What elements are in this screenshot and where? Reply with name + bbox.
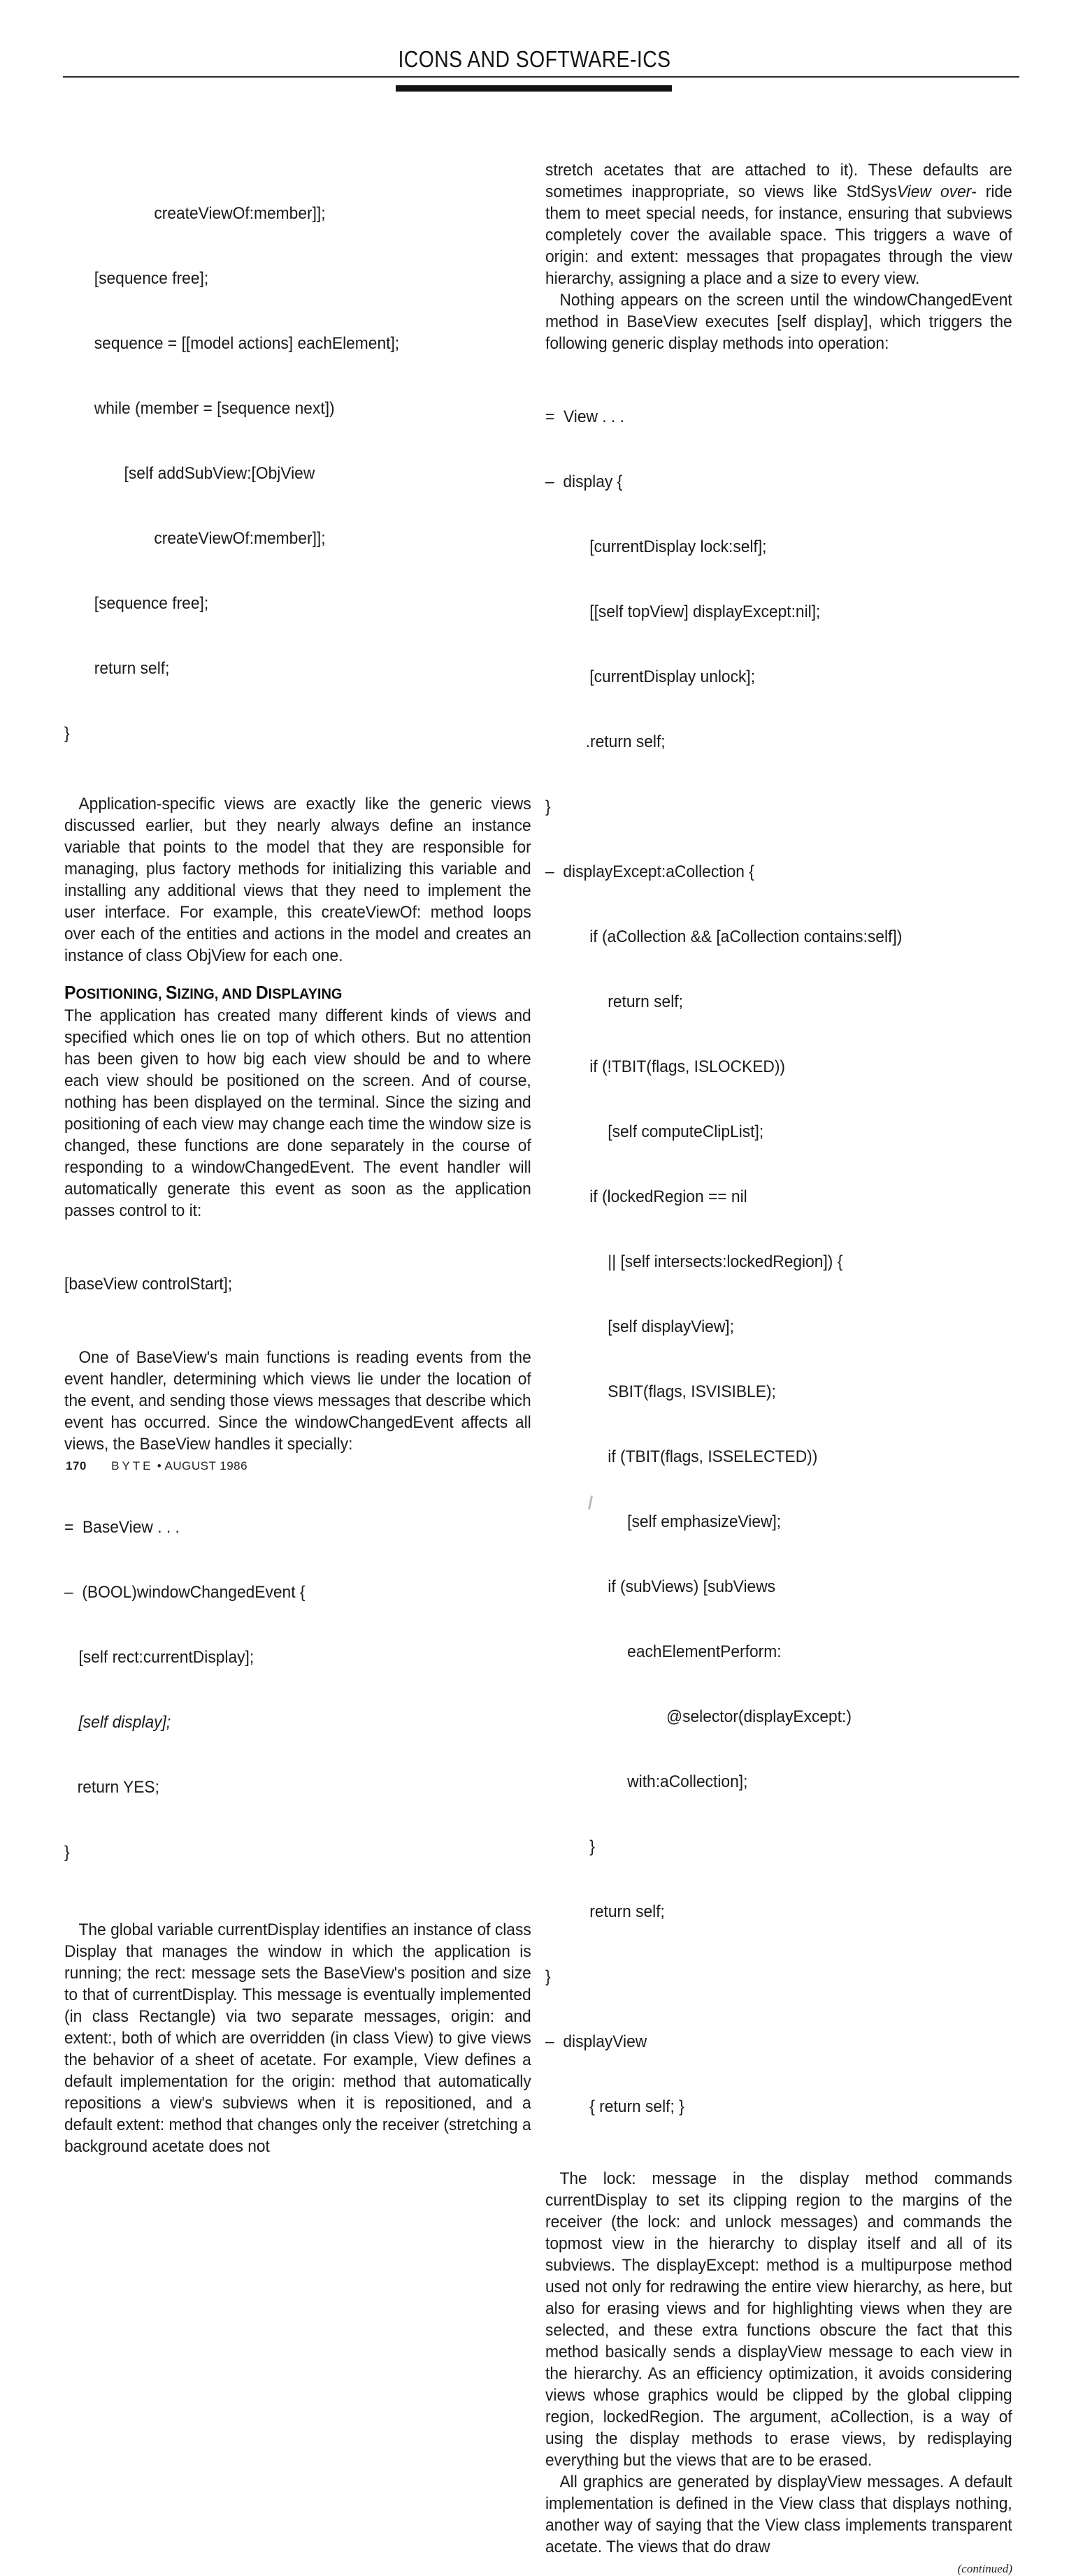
code-line: .return self; [585, 732, 666, 751]
code-line: = BaseView . . . [64, 1518, 180, 1537]
code-line: return self; [589, 1902, 665, 1921]
publication-name: BYTE [111, 1459, 154, 1472]
code-line: [sequence free]; [94, 594, 209, 613]
heading-smallcaps: ISPLAYING [268, 986, 343, 1002]
heading-smallcaps: OSITIONING, [76, 986, 166, 1002]
code-line-control-start [64, 1230, 498, 1338]
running-head: ICONS AND SOFTWARE-ICS [398, 46, 671, 72]
code-line: if (!TBIT(flags, ISLOCKED)) [589, 1057, 786, 1076]
text-run-italic: View over- [896, 182, 977, 201]
code-line: createViewOf:member]]; [154, 529, 326, 548]
code-block-create-view [64, 159, 498, 788]
code-line: if (aCollection && [aCollection contains:self]) [589, 927, 903, 946]
header-rule [63, 76, 1019, 78]
code-line: } [545, 1967, 551, 1986]
code-line: if (lockedRegion == nil [589, 1187, 747, 1206]
header-bar [396, 85, 672, 92]
heading-smallcaps: IZING, AND [177, 986, 256, 1002]
code-line: – displayExcept:aCollection { [545, 862, 754, 881]
code-line: [currentDisplay unlock]; [589, 667, 756, 686]
footer-separator: • [157, 1459, 162, 1472]
heading-cap: D [255, 982, 268, 1003]
code-line: createViewOf:member]]; [154, 204, 326, 223]
code-line: sequence = [[model actions] eachElement]; [94, 334, 400, 353]
code-line: [currentDisplay lock:self]; [589, 537, 767, 556]
code-line: [self displayView]; [608, 1317, 734, 1336]
code-line: return self; [608, 992, 683, 1011]
paragraph-defaults [545, 159, 1012, 289]
code-line: } [589, 1837, 595, 1856]
code-line: return self; [94, 659, 170, 678]
code-line: { return self; } [589, 2097, 684, 2116]
code-line: || [self intersects:lockedRegion]) { [608, 1252, 843, 1271]
page-footer [66, 1459, 247, 1473]
code-line: eachElementPerform: [627, 1642, 782, 1661]
code-line: – displayView [545, 2032, 647, 2051]
paragraph-current-display: The global variable currentDisplay identifies an instance of class Display that manages the window in which the application is running; the rect: message sets the BaseView's position and size to that of currentDisplay. This message is eventually implemented (in class Rectangle) via two separate messages, origin: and extent:, both of which are overridden (in class View) to give views the behavior of a sheet of acetate. For example, View defines a default implementation for the origin: method that automatically repositions a view's subviews when it is repositioned, and a default extent: method that changes only the receiver (stretching a background acetate does not [64, 1920, 531, 2156]
continued-marker: (continued) [957, 2562, 1012, 2575]
right-column [545, 159, 1012, 2576]
code-line: [sequence free]; [94, 269, 209, 288]
code-block-window-changed [64, 1473, 498, 1906]
text-run: ride them to meet special needs, for instance, ensuring that subviews completely cover the available space. This triggers a wave of origin: and extent: messages that propagates through the view hierarchy, assigning a place and a size to every view. [545, 182, 1012, 288]
left-column [64, 159, 531, 2157]
code-line: } [545, 797, 551, 816]
code-line: [self display]; [78, 1713, 171, 1732]
code-line: [self rect:currentDisplay]; [78, 1648, 254, 1667]
code-line: – display { [545, 472, 623, 491]
code-line: SBIT(flags, ISVISIBLE); [608, 1382, 776, 1401]
code-line: – (BOOL)windowChangedEvent { [64, 1583, 306, 1602]
code-block-view-display [545, 363, 980, 2161]
issue-date: AUGUST 1986 [164, 1459, 248, 1472]
code-line: @selector(displayExcept:) [666, 1707, 852, 1726]
code-line: [baseView controlStart]; [64, 1275, 233, 1294]
code-line: [self computeClipList]; [608, 1122, 764, 1141]
code-line: while (member = [sequence next]) [94, 399, 335, 418]
code-line: [self addSubView:[ObjView [124, 464, 315, 483]
page-number: 170 [66, 1459, 87, 1472]
paragraph-all-graphics: All graphics are generated by displayView messages. A default implementation is defined in the View class that displays nothing, another way of saying that the View class implements transparent acetate. The views that do draw [545, 2473, 1012, 2556]
heading-cap: P [64, 982, 76, 1003]
code-line: with:aCollection]; [627, 1772, 748, 1791]
code-line: = View . . . [545, 407, 624, 426]
paragraph-nothing-appears: Nothing appears on the screen until the windowChangedEvent method in BaseView executes [self display], which triggers the following generic display methods into operation: [545, 291, 1012, 353]
code-line: } [64, 1843, 70, 1862]
code-line: return YES; [77, 1778, 159, 1797]
section-heading [64, 982, 508, 1005]
paragraph-app-specific-views: Application-specific views are exactly like the generic views discussed earlier, but they nearly always define an instance variable that points to the model that they are responsible for managing, plus factory methods for initializing this variable and installing any additional views that they need to implement the user interface. For example, this createViewOf: method loops over each of the entities and actions in the model and creates an instance of class ObjView for each one. [64, 795, 531, 965]
code-line: } [64, 724, 70, 743]
code-line: [self emphasizeView]; [627, 1512, 782, 1531]
paragraph-baseview-functions: One of BaseView's main functions is reading events from the event handler, determining which views lie under the location of the event, and sending those views messages that describe which event has occurred. Since the windowChangedEvent affects all views, the BaseView handles it specially: [64, 1348, 531, 1454]
paragraph-lock-message: The lock: message in the display method commands currentDisplay to set its clipping region to the margins of the receiver (the lock: and unlock messages) and commands the topmost view in the hierarchy to display itself and all of its subviews. The displayExcept: method is a multipurpose method used not only for redrawing the entire view hierarchy, as here, but also for erasing views and for highlighting views when they are selected, and these extra functions obscure the fact that this method basically sends a displayView message to each view in the hierarchy. As an efficiency optimization, it avoids considering views whose graphics would be clipped by the global clipping region, lockedRegion. The argument, aCollection, is a way of using the display methods to erase views, by redisplaying everything but the views that are to be erased. [545, 2169, 1012, 2470]
text-run: stretch acetates that are attached to it). These defaults are sometimes inappropriate, so views like StdSys [545, 161, 1012, 201]
code-line: if (TBIT(flags, ISSELECTED)) [608, 1447, 818, 1466]
code-line: [[self topView] displayExcept:nil]; [589, 602, 821, 621]
code-line: if (subViews) [subViews [608, 1577, 776, 1596]
heading-cap: S [166, 982, 178, 1003]
paragraph-positioning: The application has created many different kinds of views and specified which ones lie on top of which others. But no attention has been given to how big each view should be and to where each view should be positioned on the screen. And of course, nothing has been displayed on the terminal. Since the sizing and positioning of each view may change each time the window size is changed, these functions are done separately in the course of responding to a windowChangedEvent. The event handler will automatically generate this event as soon as the application passes control to it: [64, 1006, 531, 1220]
